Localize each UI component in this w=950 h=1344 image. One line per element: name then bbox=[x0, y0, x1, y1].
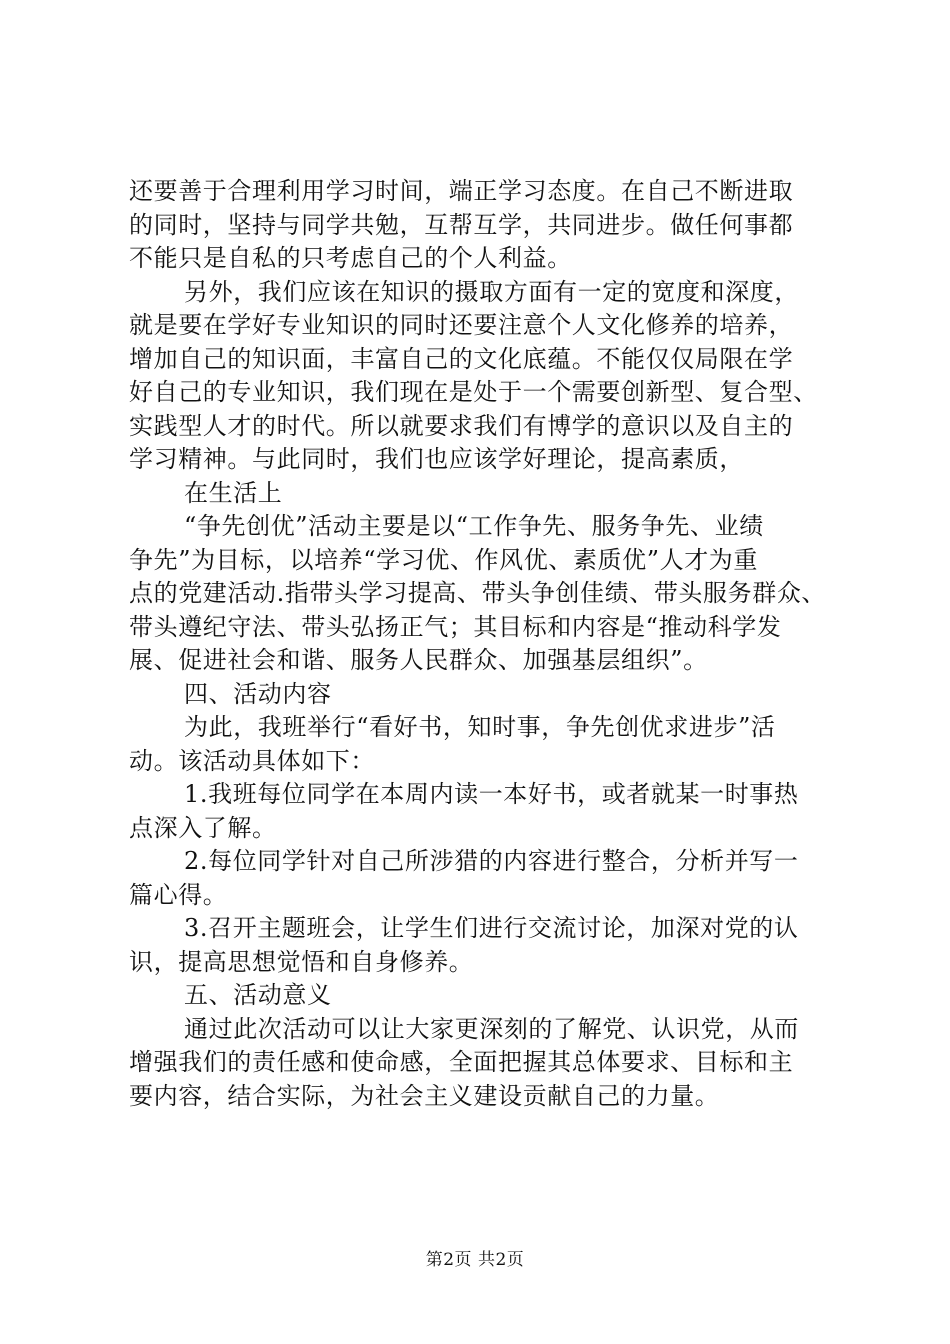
text-line: 不能只是自私的只考虑自己的个人利益。 bbox=[129, 244, 572, 272]
text-line: 通过此次活动可以让大家更深刻的了解党、认识党，从而 bbox=[184, 1014, 799, 1043]
text-line: 为此，我班举行“看好书，知时事，争先创优求进步”活 bbox=[184, 713, 776, 741]
text-line: 好自己的专业知识，我们现在是处于一个需要创新型、复合型、 bbox=[129, 378, 818, 406]
text-line: 动。该活动具体如下： bbox=[129, 746, 375, 775]
text-line: 五、活动意义 bbox=[184, 981, 332, 1009]
text-line: 2.每位同学针对自己所涉猎的内容进行整合，分析并写一 bbox=[184, 847, 799, 875]
text-line: 争先”为目标，以培养“学习优、作风优、素质优”人才为重 bbox=[129, 545, 759, 574]
text-line: 1.我班每位同学在本周内读一本好书，或者就某一时事热 bbox=[184, 780, 799, 808]
text-line: 实践型人才的时代。所以就要求我们有博学的意识以及自主的 bbox=[129, 411, 794, 440]
page-footer: 第2页 共2页 bbox=[425, 1250, 525, 1270]
text-line: 3.召开主题班会，让学生们进行交流讨论，加深对党的认 bbox=[184, 914, 799, 942]
text-line: 的同时，坚持与同学共勉，互帮互学，共同进步。做任何事都 bbox=[129, 210, 794, 239]
text-line: 增加自己的知识面，丰富自己的文化底蕴。不能仅仅局限在学 bbox=[129, 344, 794, 373]
document-body bbox=[129, 175, 831, 1113]
text-line: 学习精神。与此同时，我们也应该学好理论，提高素质， bbox=[129, 445, 744, 473]
text-line: 增强我们的责任感和使命感，全面把握其总体要求、目标和主 bbox=[129, 1048, 794, 1076]
text-line: 点深入了解。 bbox=[129, 813, 277, 842]
text-line: “争先创优”活动主要是以“工作争先、服务争先、业绩 bbox=[184, 512, 764, 540]
text-line: 展、促进社会和谐、服务人民群众、加强基层组织”。 bbox=[129, 646, 708, 674]
text-line: 在生活上 bbox=[184, 478, 283, 507]
text-line: 点的党建活动.指带头学习提高、带头争创佳绩、带头服务群众、 bbox=[129, 579, 827, 607]
text-line: 就是要在学好专业知识的同时还要注意个人文化修养的培养， bbox=[129, 311, 794, 339]
text-line: 另外，我们应该在知识的摄取方面有一定的宽度和深度， bbox=[184, 277, 799, 306]
text-line: 要内容，结合实际，为社会主义建设贡献自己的力量。 bbox=[129, 1081, 720, 1110]
text-line: 带头遵纪守法、带头弘扬正气；其目标和内容是“推动科学发 bbox=[129, 612, 782, 641]
text-line: 篇心得。 bbox=[129, 880, 228, 909]
text-line: 四、活动内容 bbox=[184, 679, 332, 708]
text-line: 识，提高思想觉悟和自身修养。 bbox=[129, 947, 474, 976]
text-line: 还要善于合理利用学习时间，端正学习态度。在自己不断进取 bbox=[129, 177, 794, 205]
